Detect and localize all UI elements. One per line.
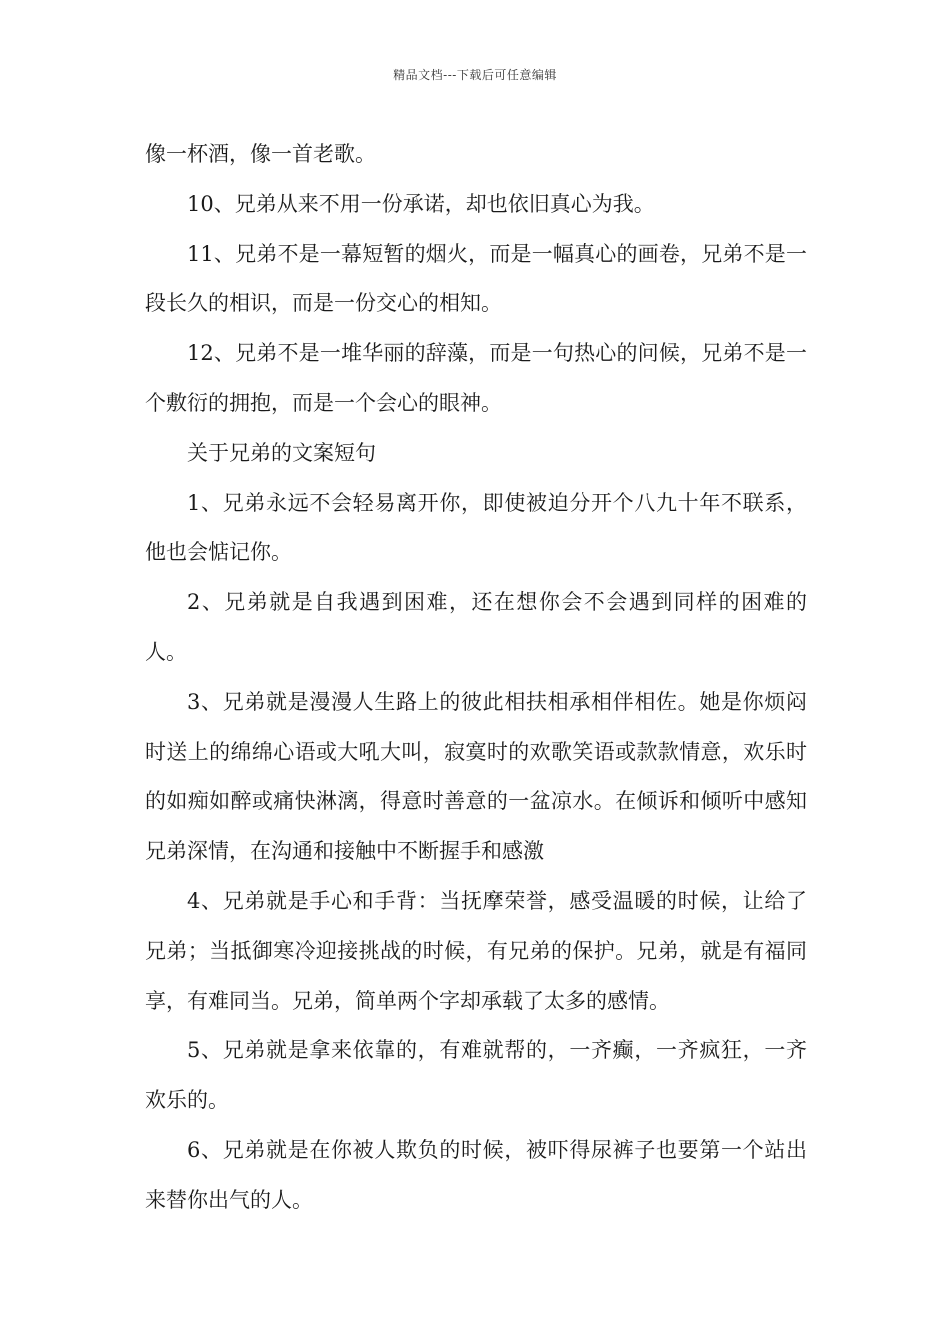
section-heading: 关于兄弟的文案短句: [187, 440, 376, 465]
paragraph-1: 1、兄弟永远不会轻易离开你，即使被迫分开个八九十年不联系，他也会惦记你。: [145, 490, 807, 565]
paragraph-2: 2、兄弟就是自我遇到困难，还在想你会不会遇到同样的困难的人。: [145, 590, 807, 664]
paragraph-4: 4、兄弟就是手心和手背：当抚摩荣誉，感受温暖的时候，让给了兄弟；当抵御寒冷迎接挑战的时候，有兄弟的保护。兄弟，就是有福同享，有难同当。兄弟，简单两个字却承载了太多的感情。: [145, 888, 807, 1013]
paragraph-6: 6、兄弟就是在你被人欺负的时候，被吓得尿裤子也要第一个站出来替你出气的人。: [145, 1137, 807, 1212]
page-header: 精品文档---下载后可任意编辑: [393, 68, 557, 82]
paragraph-12: 12、兄弟不是一堆华丽的辞藻，而是一句热心的问候，兄弟不是一个敷衍的拥抱，而是一个会心的眼神。: [145, 341, 807, 415]
document-body: [145, 130, 807, 1226]
paragraph-continuation: 像一杯酒，像一首老歌。: [145, 142, 376, 166]
paragraph-10: 10、兄弟从来不用一份承诺，却也依旧真心为我。: [187, 191, 655, 216]
paragraph-5: 5、兄弟就是拿来依靠的，有难就帮的，一齐癫，一齐疯狂，一齐欢乐的。: [145, 1038, 807, 1113]
paragraph-11: 11、兄弟不是一幕短暂的烟火，而是一幅真心的画卷，兄弟不是一段长久的相识，而是一份交心的相知。: [145, 241, 807, 316]
paragraph-3: 3、兄弟就是漫漫人生路上的彼此相扶相承相伴相佐。她是你烦闷时送上的绵绵心语或大吼大叫，寂寞时的欢歌笑语或款款情意，欢乐时的如痴如醉或痛快淋漓，得意时善意的一盆凉水。在倾诉和倾听中感知兄弟深情，在沟通和接触中不断握手和感激: [145, 689, 807, 864]
